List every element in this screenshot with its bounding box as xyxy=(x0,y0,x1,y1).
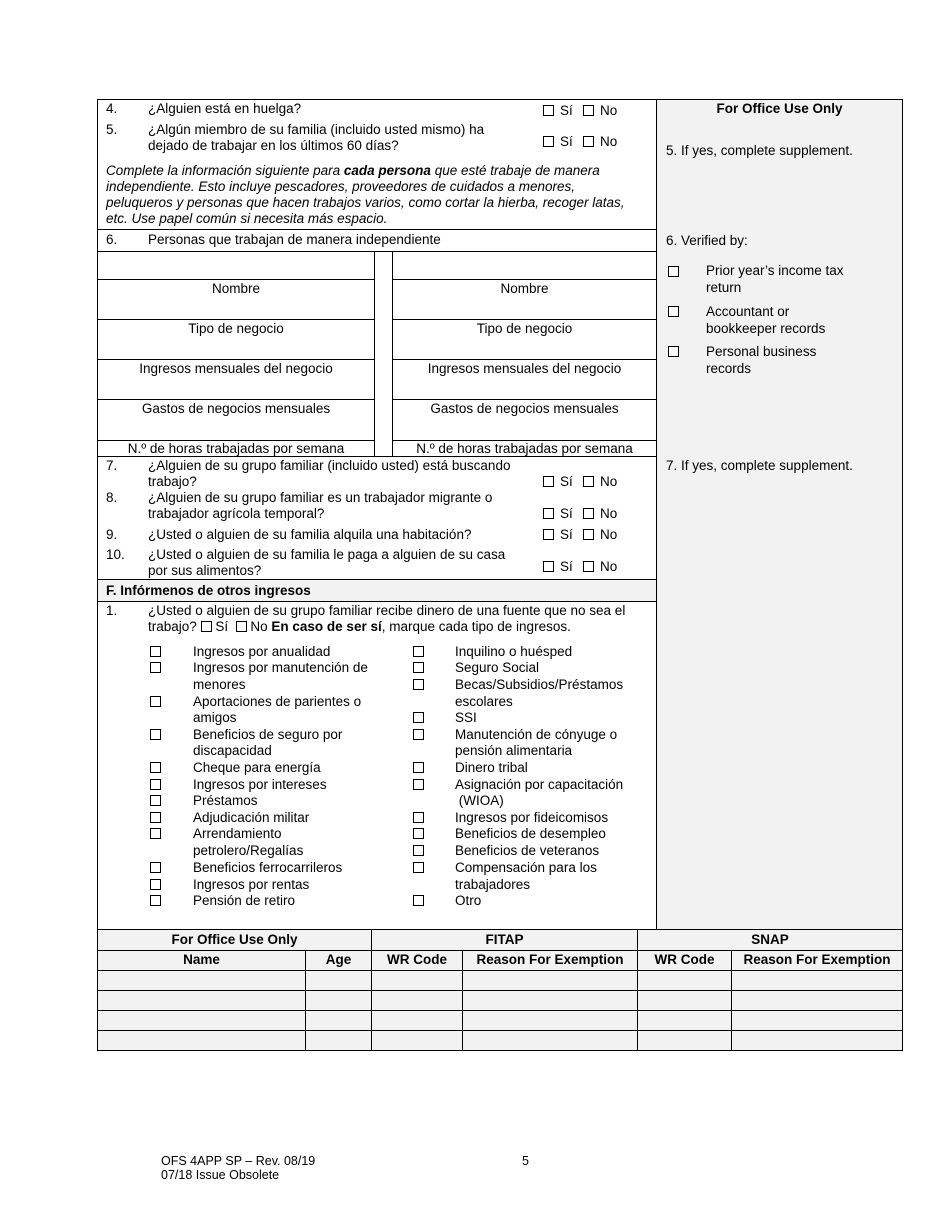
intro-line3: peluqueros y personas que hacen trabajos varios, como cortar la hierba, recoger latas, xyxy=(106,195,625,210)
income-other-label: Otro xyxy=(455,893,482,908)
footer-page-number: 5 xyxy=(522,1154,529,1168)
q8-line1: ¿Alguien de su grupo familiar es un trabajador migrante o xyxy=(148,490,493,505)
income-loans-label: Préstamos xyxy=(193,793,258,808)
income-social-security-label: Seguro Social xyxy=(455,660,540,675)
income-pension-label: Pensión de retiro xyxy=(193,893,296,908)
q5-yes-label: Sí xyxy=(560,134,573,149)
q4-no-label: No xyxy=(600,103,618,118)
q6-number: 6. xyxy=(106,232,118,247)
col-fitap-wr-code: WR Code xyxy=(387,952,447,967)
q4-yes-label: Sí xyxy=(560,103,573,118)
right-hours-label: N.º de horas trabajadas por semana xyxy=(416,441,633,456)
q7-no-checkbox[interactable] xyxy=(583,476,594,487)
footer-obsolete-note: 07/18 Issue Obsolete xyxy=(161,1168,280,1182)
income-railroad-checkbox[interactable] xyxy=(150,862,161,873)
income-energy-checkbox[interactable] xyxy=(150,762,161,773)
income-oil-lease-label: Arrendamiento xyxy=(193,826,282,841)
left-hours-label: N.º de horas trabajadas por semana xyxy=(127,441,345,456)
income-workers-comp-label-2: trabajadores xyxy=(455,877,531,892)
q10-number: 10. xyxy=(106,547,125,562)
f1-number: 1. xyxy=(106,603,118,618)
f1-line1: ¿Usted o alguien de su grupo familiar recibe dinero de una fuente que no sea el xyxy=(148,603,626,618)
office-use-panel xyxy=(657,100,902,929)
income-tribal-label: Dinero tribal xyxy=(455,760,528,775)
office-use-title: For Office Use Only xyxy=(716,101,843,116)
col-snap-reason: Reason For Exemption xyxy=(743,952,891,967)
q9-no-checkbox[interactable] xyxy=(583,529,594,540)
verify-business-records-checkbox[interactable] xyxy=(668,346,679,357)
income-pension-checkbox[interactable] xyxy=(150,895,161,906)
income-child-support-label: Ingresos por manutención de xyxy=(193,660,368,675)
income-ssi-label: SSI xyxy=(455,710,477,725)
income-veterans-checkbox[interactable] xyxy=(413,845,424,856)
q5-yes-checkbox[interactable] xyxy=(543,136,554,147)
q8-yes-label: Sí xyxy=(560,506,573,521)
income-military-label: Adjudicación militar xyxy=(193,810,310,825)
income-unemployment-label: Beneficios de desempleo xyxy=(455,826,606,841)
q8-no-label: No xyxy=(600,506,618,521)
verify-accountant-label-2: bookkeeper records xyxy=(706,321,826,336)
income-child-support-checkbox[interactable] xyxy=(150,662,161,673)
income-annuity-checkbox[interactable] xyxy=(150,646,161,657)
verify-tax-return-label: Prior year’s income tax xyxy=(706,263,844,278)
q8-yes-checkbox[interactable] xyxy=(543,508,554,519)
q7-yes-checkbox[interactable] xyxy=(543,476,554,487)
income-relatives-label-2: amigos xyxy=(193,710,237,725)
q9-text: ¿Usted o alguien de su familia alquila una habitación? xyxy=(148,527,472,542)
right-business-type-label: Tipo de negocio xyxy=(476,321,573,336)
q10-no-label: No xyxy=(600,559,618,574)
income-alimony-checkbox[interactable] xyxy=(413,729,424,740)
income-wioa-label-2: (WIOA) xyxy=(455,793,504,808)
right-monthly-income-label: Ingresos mensuales del negocio xyxy=(427,361,622,376)
income-veterans-label: Beneficios de veteranos xyxy=(455,843,600,858)
income-military-checkbox[interactable] xyxy=(150,812,161,823)
income-oil-lease-checkbox[interactable] xyxy=(150,828,161,839)
q9-yes-label: Sí xyxy=(560,527,573,542)
income-oil-lease-label-2: petrolero/Regalías xyxy=(193,843,304,858)
q7-line1: ¿Alguien de su grupo familiar (incluido usted) está buscando xyxy=(148,458,511,473)
q7-yes-label: Sí xyxy=(560,474,573,489)
income-railroad-label: Beneficios ferrocarrileros xyxy=(193,860,343,875)
table-group-fitap: FITAP xyxy=(485,932,524,947)
q10-line1: ¿Usted o alguien de su familia le paga a alguien de su casa xyxy=(148,547,506,562)
intro-line4: etc. Use papel común si necesita más espacio. xyxy=(106,211,388,226)
income-loans-checkbox[interactable] xyxy=(150,795,161,806)
income-rental-checkbox[interactable] xyxy=(150,879,161,890)
income-boarder-label: Inquilino o huésped xyxy=(455,644,573,659)
income-ssi-checkbox[interactable] xyxy=(413,712,424,723)
verify-business-records-label-2: records xyxy=(706,361,752,376)
left-monthly-expenses-label: Gastos de negocios mensuales xyxy=(141,401,331,416)
income-workers-comp-checkbox[interactable] xyxy=(413,862,424,873)
q5-line2: dejado de trabajar en los últimos 60 días? xyxy=(148,138,399,153)
income-unemployment-checkbox[interactable] xyxy=(413,828,424,839)
income-rental-label: Ingresos por rentas xyxy=(193,877,310,892)
right-monthly-expenses-label: Gastos de negocios mensuales xyxy=(430,401,619,416)
q10-yes-label: Sí xyxy=(560,559,573,574)
q9-no-label: No xyxy=(600,527,618,542)
table-group-office: For Office Use Only xyxy=(171,932,298,947)
left-monthly-income-label: Ingresos mensuales del negocio xyxy=(139,361,333,376)
col-age: Age xyxy=(325,952,352,967)
income-boarder-checkbox[interactable] xyxy=(413,646,424,657)
q8-no-checkbox[interactable] xyxy=(583,508,594,519)
income-scholarships-label: Becas/Subsidios/Préstamos xyxy=(455,677,624,692)
income-trust-label: Ingresos por fideicomisos xyxy=(455,810,609,825)
col-snap-wr-code: WR Code xyxy=(654,952,715,967)
f1-no-checkbox[interactable] xyxy=(236,621,247,632)
verify-accountant-checkbox[interactable] xyxy=(668,306,679,317)
verify-business-records-label: Personal business xyxy=(706,344,817,359)
income-disability-label-2: discapacidad xyxy=(193,743,272,758)
income-scholarships-label-2: escolares xyxy=(455,694,513,709)
income-interest-checkbox[interactable] xyxy=(150,779,161,790)
q8-number: 8. xyxy=(106,490,118,505)
q5-line1: ¿Algún miembro de su familia (incluido usted mismo) ha xyxy=(148,122,485,137)
q7-line2: trabajo? xyxy=(148,474,197,489)
q7-number: 7. xyxy=(106,458,118,473)
income-annuity-label: Ingresos por anualidad xyxy=(193,644,331,659)
income-energy-label: Cheque para energía xyxy=(193,760,321,775)
left-name-label: Nombre xyxy=(211,281,260,296)
intro-line1: Complete la información siguiente para cada persona que esté trabaje de manera xyxy=(106,163,600,178)
office-note-q5: 5. If yes, complete supplement. xyxy=(666,143,853,158)
office-note-q7: 7. If yes, complete supplement. xyxy=(666,458,853,473)
verify-tax-return-checkbox[interactable] xyxy=(668,266,679,277)
f1-yes-checkbox[interactable] xyxy=(201,621,212,632)
section-f-title: F. Infórmenos de otros ingresos xyxy=(106,583,311,598)
footer-form-number: OFS 4APP SP – Rev. 08/19 xyxy=(161,1154,316,1168)
income-wioa-checkbox[interactable] xyxy=(413,779,424,790)
income-child-support-label-2: menores xyxy=(193,677,246,692)
income-wioa-label: Asignación por capacitación xyxy=(455,777,624,792)
q4-no-checkbox[interactable] xyxy=(583,105,594,116)
income-relatives-checkbox[interactable] xyxy=(150,696,161,707)
income-disability-label: Beneficios de seguro por xyxy=(193,727,343,742)
right-name-label: Nombre xyxy=(500,281,549,296)
income-alimony-label: Manutención de cónyuge o xyxy=(455,727,618,742)
verify-accountant-label: Accountant or xyxy=(706,304,790,319)
col-name: Name xyxy=(183,952,220,967)
income-alimony-label-2: pensión alimentaria xyxy=(455,743,573,758)
income-scholarships-checkbox[interactable] xyxy=(413,679,424,690)
income-trust-checkbox[interactable] xyxy=(413,812,424,823)
q4-number: 4. xyxy=(106,101,118,116)
q5-number: 5. xyxy=(106,122,118,137)
q4-text: ¿Alguien está en huelga? xyxy=(148,101,302,116)
q6-text: Personas que trabajan de manera independiente xyxy=(148,232,441,247)
q10-no-checkbox[interactable] xyxy=(583,561,594,572)
q8-line2: trabajador agrícola temporal? xyxy=(148,506,325,521)
q10-line2: por sus alimentos? xyxy=(148,563,262,578)
f1-line2: trabajo? Sí No En caso de ser sí, marque cada tipo de ingresos. xyxy=(148,619,571,634)
q4-yes-checkbox[interactable] xyxy=(543,105,554,116)
income-tribal-checkbox[interactable] xyxy=(413,762,424,773)
income-workers-comp-label: Compensación para los xyxy=(455,860,597,875)
q5-no-label: No xyxy=(600,134,618,149)
q9-number: 9. xyxy=(106,527,118,542)
q9-yes-checkbox[interactable] xyxy=(543,529,554,540)
income-social-security-checkbox[interactable] xyxy=(413,662,424,673)
q5-no-checkbox[interactable] xyxy=(583,136,594,147)
left-business-type-label: Tipo de negocio xyxy=(188,321,284,336)
verify-tax-return-label-2: return xyxy=(706,280,742,295)
office-verified-by: 6. Verified by: xyxy=(666,233,748,248)
income-relatives-label: Aportaciones de parientes o xyxy=(193,694,362,709)
income-disability-checkbox[interactable] xyxy=(150,729,161,740)
intro-line2: independiente. Esto incluye pescadores, proveedores de cuidados a menores, xyxy=(106,179,576,194)
q7-no-label: No xyxy=(600,474,618,489)
income-interest-label: Ingresos por intereses xyxy=(193,777,327,792)
q10-yes-checkbox[interactable] xyxy=(543,561,554,572)
table-group-snap: SNAP xyxy=(751,932,789,947)
income-other-checkbox[interactable] xyxy=(413,895,424,906)
col-fitap-reason: Reason For Exemption xyxy=(476,952,624,967)
